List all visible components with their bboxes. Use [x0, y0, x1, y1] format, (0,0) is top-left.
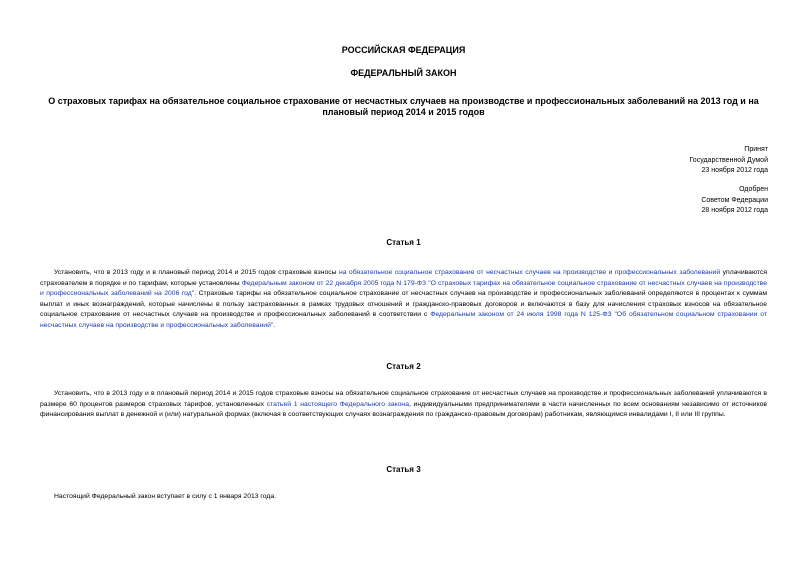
article-3-text-a: Настоящий Федеральный закон вступает в силу с 1 января 2013 года. [54, 493, 277, 500]
adoption-block-duma [689, 145, 768, 177]
article-1-text [40, 268, 767, 331]
approval-body: Советом Федерации [701, 196, 768, 204]
article-1-text-b: уплачиваются страхователем в порядке и по тарифам, которые установлены [40, 269, 768, 287]
article-1-heading: Статья 1 [386, 238, 421, 247]
article-1-text-c: . Страховые тарифы на обязательное социальное страхование от несчастных случаев на производстве и профессиональных заболеваний определяются в процентах к суммам выплат и иных вознаграждений, которые начислены в пользу застрахованных в рамках трудовых отношений и гражданско-правовых договоров и включаются в базу для начисления страховых взносов на обязательное социальное страхование от несчастных случаев на производстве и профессиональных заболеваний в соответствии с [40, 290, 768, 318]
article-3-text [40, 492, 767, 503]
article-1-link-law-125[interactable]: Федеральным законом от 24 июля 1998 года N 125-ФЗ "Об обязательном социальном страховании от несчастных случаев на производстве и профессиональных заболеваний" [40, 311, 767, 329]
adoption-date: 23 ноября 2012 года [701, 167, 768, 174]
article-2-text-b: , индивидуальными предпринимателями в части начисленных по всем основаниям независимо от источников финансирования выплат в денежной и (или) натуральной формах (включая в соответствующих случаях вознаграждения по гражданско-правовым договорам) работникам, являющимся инвалидами I, II или III группы. [40, 400, 768, 418]
adoption-body: Государственной Думой [689, 156, 768, 164]
article-2-heading: Статья 2 [386, 362, 421, 371]
approval-date: 28 ноября 2012 года [701, 207, 768, 214]
law-title: О страховых тарифах на обязательное социальное страхование от несчастных случаев на производстве и профессиональных заболеваний на 2013 год и на плановый период 2014 и 2015 годов [48, 96, 759, 117]
article-2-text [40, 389, 767, 421]
adoption-block-council [701, 185, 768, 217]
article-2-link-article-1[interactable]: статьей 1 настоящего Федерального закона [266, 400, 409, 408]
article-1-link-law-179[interactable]: Федеральным законом от 22 декабря 2005 года N 179-ФЗ "О страховых тарифах на обязательное социальное страхование от несчастных случаев на производстве и профессиональных заболеваний на 2006 год" [40, 279, 767, 297]
article-1-link-insurance[interactable]: на обязательное социальное страхование от несчастных случаев на производстве и профессиональных заболеваний [338, 269, 721, 276]
adoption-label: Принят [744, 146, 768, 153]
approval-label: Одобрен [739, 186, 768, 193]
article-1-text-d: . [273, 321, 276, 329]
country-heading: РОССИЙСКАЯ ФЕДЕРАЦИЯ [341, 45, 466, 55]
law-type-heading: ФЕДЕРАЛЬНЫЙ ЗАКОН [350, 68, 457, 78]
article-2-text-a: Установить, что в 2013 году и в плановый период 2014 и 2015 годов страховые взносы на обязательное социальное страхование от несчастных случаев на производстве и профессиональных заболеваний уплачиваются в размере 60 процентов размеров страховых тарифов, установленных [40, 390, 767, 408]
article-3-heading: Статья 3 [386, 465, 421, 474]
article-1-text-a: Установить, что в 2013 году и в плановый период 2014 и 2015 годов страховые взносы [54, 269, 339, 276]
